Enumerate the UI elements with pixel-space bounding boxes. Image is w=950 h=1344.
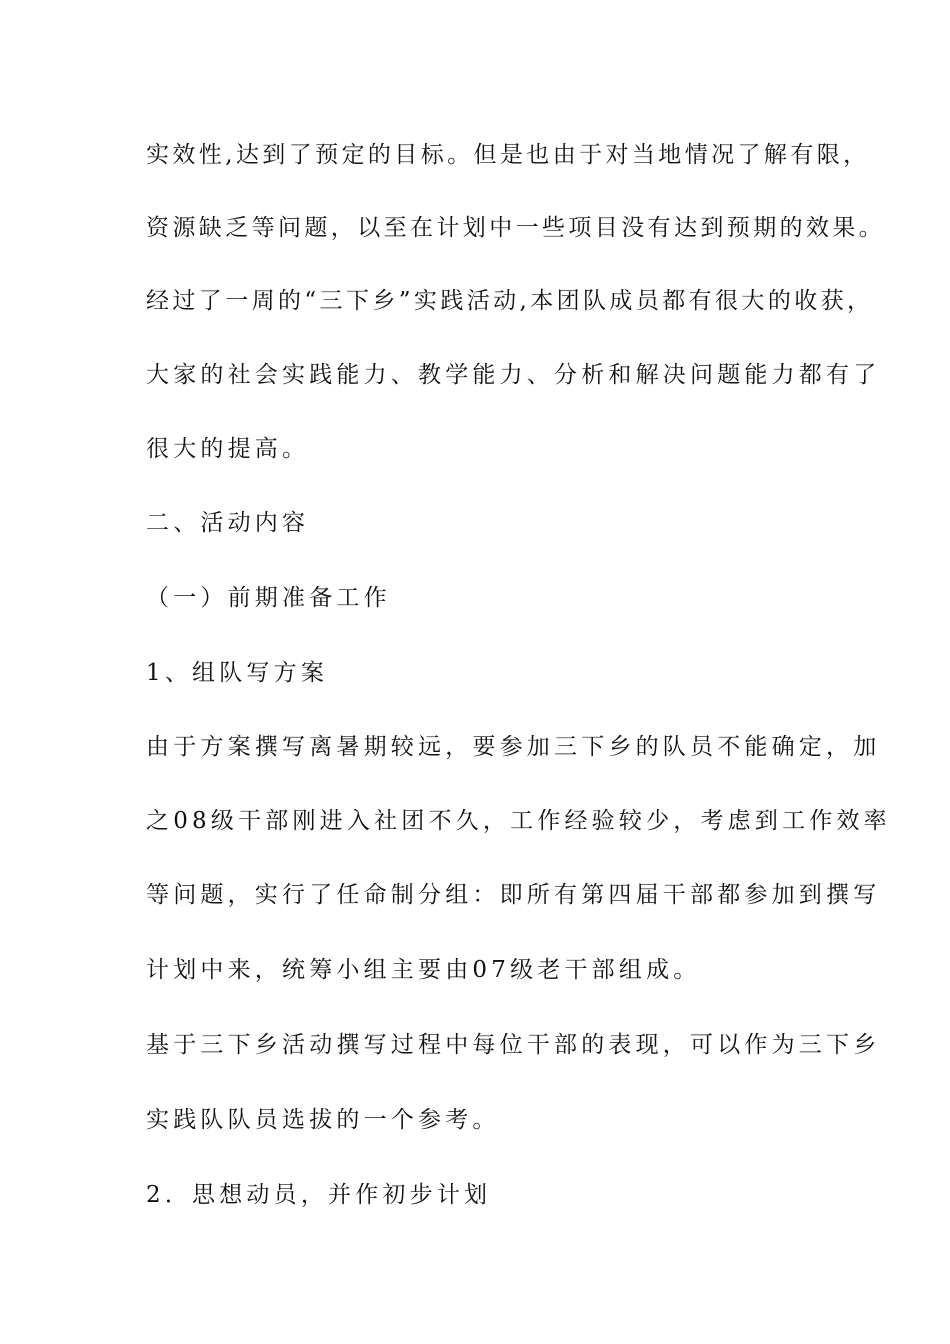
paragraph-line-11: 实践队队员选拔的一个参考。: [146, 1107, 500, 1133]
item-heading-1: 1、组队写方案: [146, 660, 329, 686]
paragraph-line-7: 之08级干部刚进入社团不久，工作经验较少，考虑到工作效率: [146, 808, 891, 834]
paragraph-line-5: 很大的提高。: [146, 436, 310, 462]
item-heading-2: 2．思想动员，并作初步计划: [146, 1182, 492, 1208]
paragraph-line-8: 等问题，实行了任命制分组：即所有第四届干部都参加到撰写: [146, 882, 881, 908]
paragraph-line-10: 基于三下乡活动撰写过程中每位干部的表现，可以作为三下乡: [146, 1032, 881, 1058]
subsection-heading: （一）前期准备工作: [146, 585, 391, 611]
paragraph-line-4: 大家的社会实践能力、教学能力、分析和解决问题能力都有了: [146, 362, 881, 388]
paragraph-line-3: 经过了一周的“三下乡”实践活动,本团队成员都有很大的收获，: [146, 288, 874, 314]
paragraph-line-1: 实效性,达到了预定的目标。但是也由于对当地情况了解有限，: [146, 142, 870, 168]
paragraph-line-2: 资源缺乏等问题，以至在计划中一些项目没有达到预期的效果。: [146, 215, 886, 241]
paragraph-line-6: 由于方案撰写离暑期较远，要参加三下乡的队员不能确定，加: [146, 734, 881, 760]
section-heading: 二、活动内容: [146, 510, 310, 536]
paragraph-line-9: 计划中来，统筹小组主要由07级老干部组成。: [146, 957, 701, 983]
